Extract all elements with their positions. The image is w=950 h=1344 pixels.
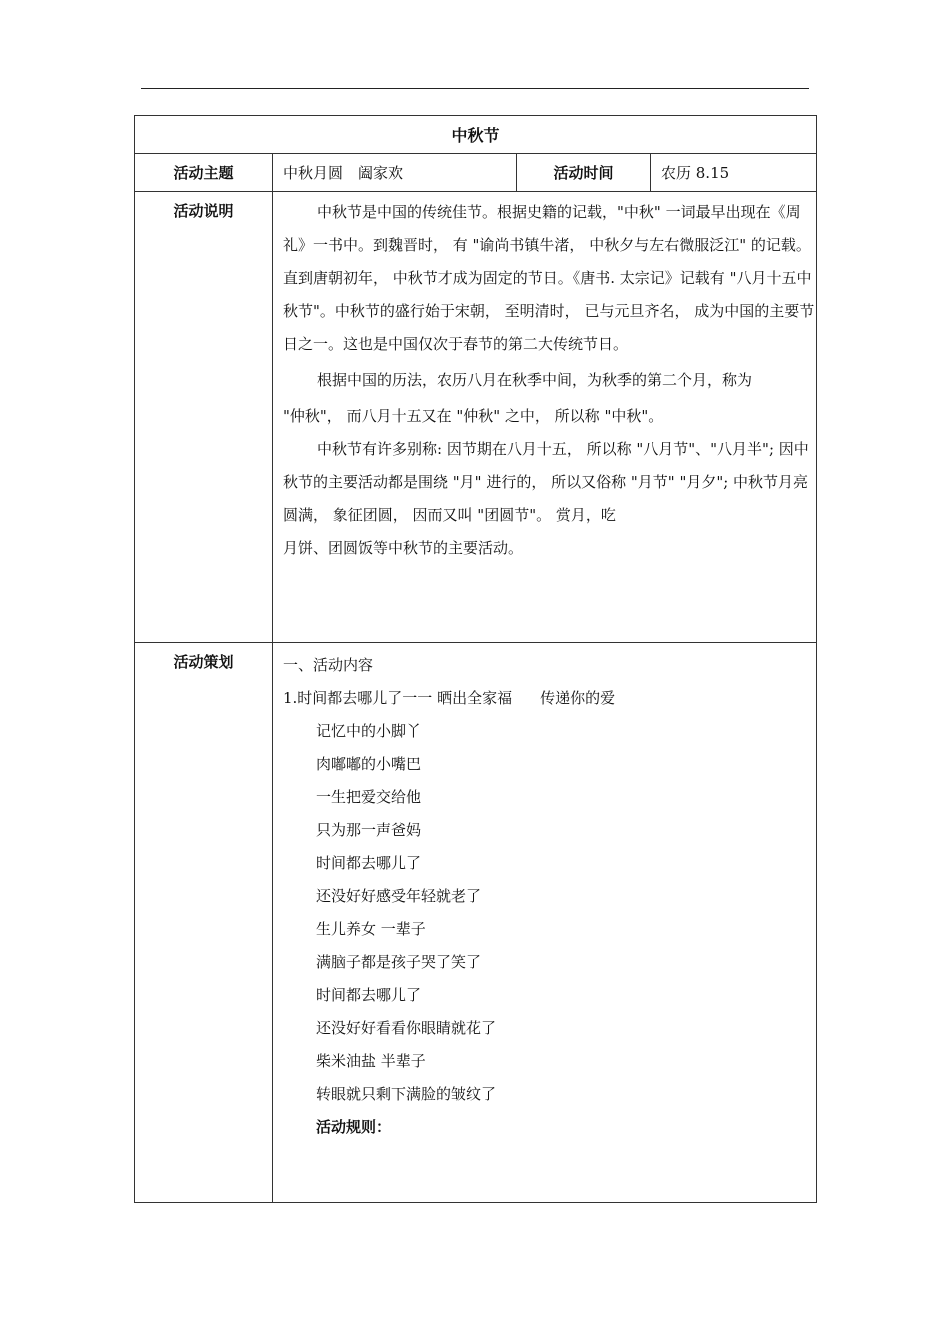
lyric-line: 肉嘟嘟的小嘴巴 <box>316 755 422 773</box>
lyric-line: 转眼就只剩下满脸的皱纹了 <box>316 1085 497 1103</box>
time-value: 农历 8.15 <box>651 154 817 192</box>
plan-item-title-tail: 传递你的爱 <box>540 689 616 707</box>
description-paragraph: 中秋节有许多别称: 因节期在八月十五， 所以称 "八月节"、"八月半"; 因中秋节的主要活动都是围绕 "月" 进行的， 所以又俗称 "月节" "月夕"; 中秋节月亮圆满， 象征团圆， 因而又叫 "团圆节"。 赏月，吃 <box>283 440 809 524</box>
description-paragraph: "仲秋"， 而八月十五又在 "仲秋" 之中， 所以称 "中秋"。 <box>283 407 664 425</box>
theme-label: 活动主题 <box>135 154 273 192</box>
event-plan-table <box>134 115 817 1203</box>
lyric-line: 记忆中的小脚丫 <box>316 722 422 740</box>
description-cell <box>273 192 817 643</box>
lyric-line: 满脑子都是孩子哭了笑了 <box>316 953 482 971</box>
lyric-line: 时间都去哪儿了 <box>316 986 422 1004</box>
time-label: 活动时间 <box>517 154 651 192</box>
lyric-line: 只为那一声爸妈 <box>316 821 422 839</box>
description-paragraph: 根据中国的历法，农历八月在秋季中间，为秋季的第二个月，称为 <box>317 371 753 389</box>
description-label: 活动说明 <box>135 192 273 643</box>
lyric-line: 时间都去哪儿了 <box>316 854 422 872</box>
plan-cell <box>273 643 817 1203</box>
plan-item-title-text: 1.时间都去哪儿了一一 晒出全家福 <box>283 689 513 707</box>
rules-label: 活动规则： <box>316 1118 392 1136</box>
plan-item-title <box>283 682 816 715</box>
lyric-line: 生儿养女 一辈子 <box>316 920 426 938</box>
description-paragraph: 中秋节是中国的传统佳节。根据史籍的记载，"中秋" 一词最早出现在《周礼》一书中。到魏晋时， 有 "谕尚书镇牛渚， 中秋夕与左右微服泛江" 的记载。直到唐朝初年， 中秋节才成为固定的节日。《唐书. 太宗记》记载有 "八月十五中秋节"。中秋节的盛行始于宋朝， 至明清时， 已与元旦齐名， 成为中国的主要节日之一。这也是中国仅次于春节的第二大传统节日。 <box>283 203 815 353</box>
table-title: 中秋节 <box>135 116 817 154</box>
lyric-line: 一生把爱交给他 <box>316 788 422 806</box>
lyric-line: 还没好好感受年轻就老了 <box>316 887 482 905</box>
description-paragraph: 月饼、团圆饭等中秋节的主要活动。 <box>283 539 524 557</box>
theme-value: 中秋月圆 阖家欢 <box>273 154 517 192</box>
plan-section-heading: 一、活动内容 <box>283 656 374 674</box>
header-rule <box>141 88 809 89</box>
plan-label: 活动策划 <box>135 643 273 1203</box>
lyric-line: 柴米油盐 半辈子 <box>316 1052 426 1070</box>
lyric-line: 还没好好看看你眼睛就花了 <box>316 1019 497 1037</box>
